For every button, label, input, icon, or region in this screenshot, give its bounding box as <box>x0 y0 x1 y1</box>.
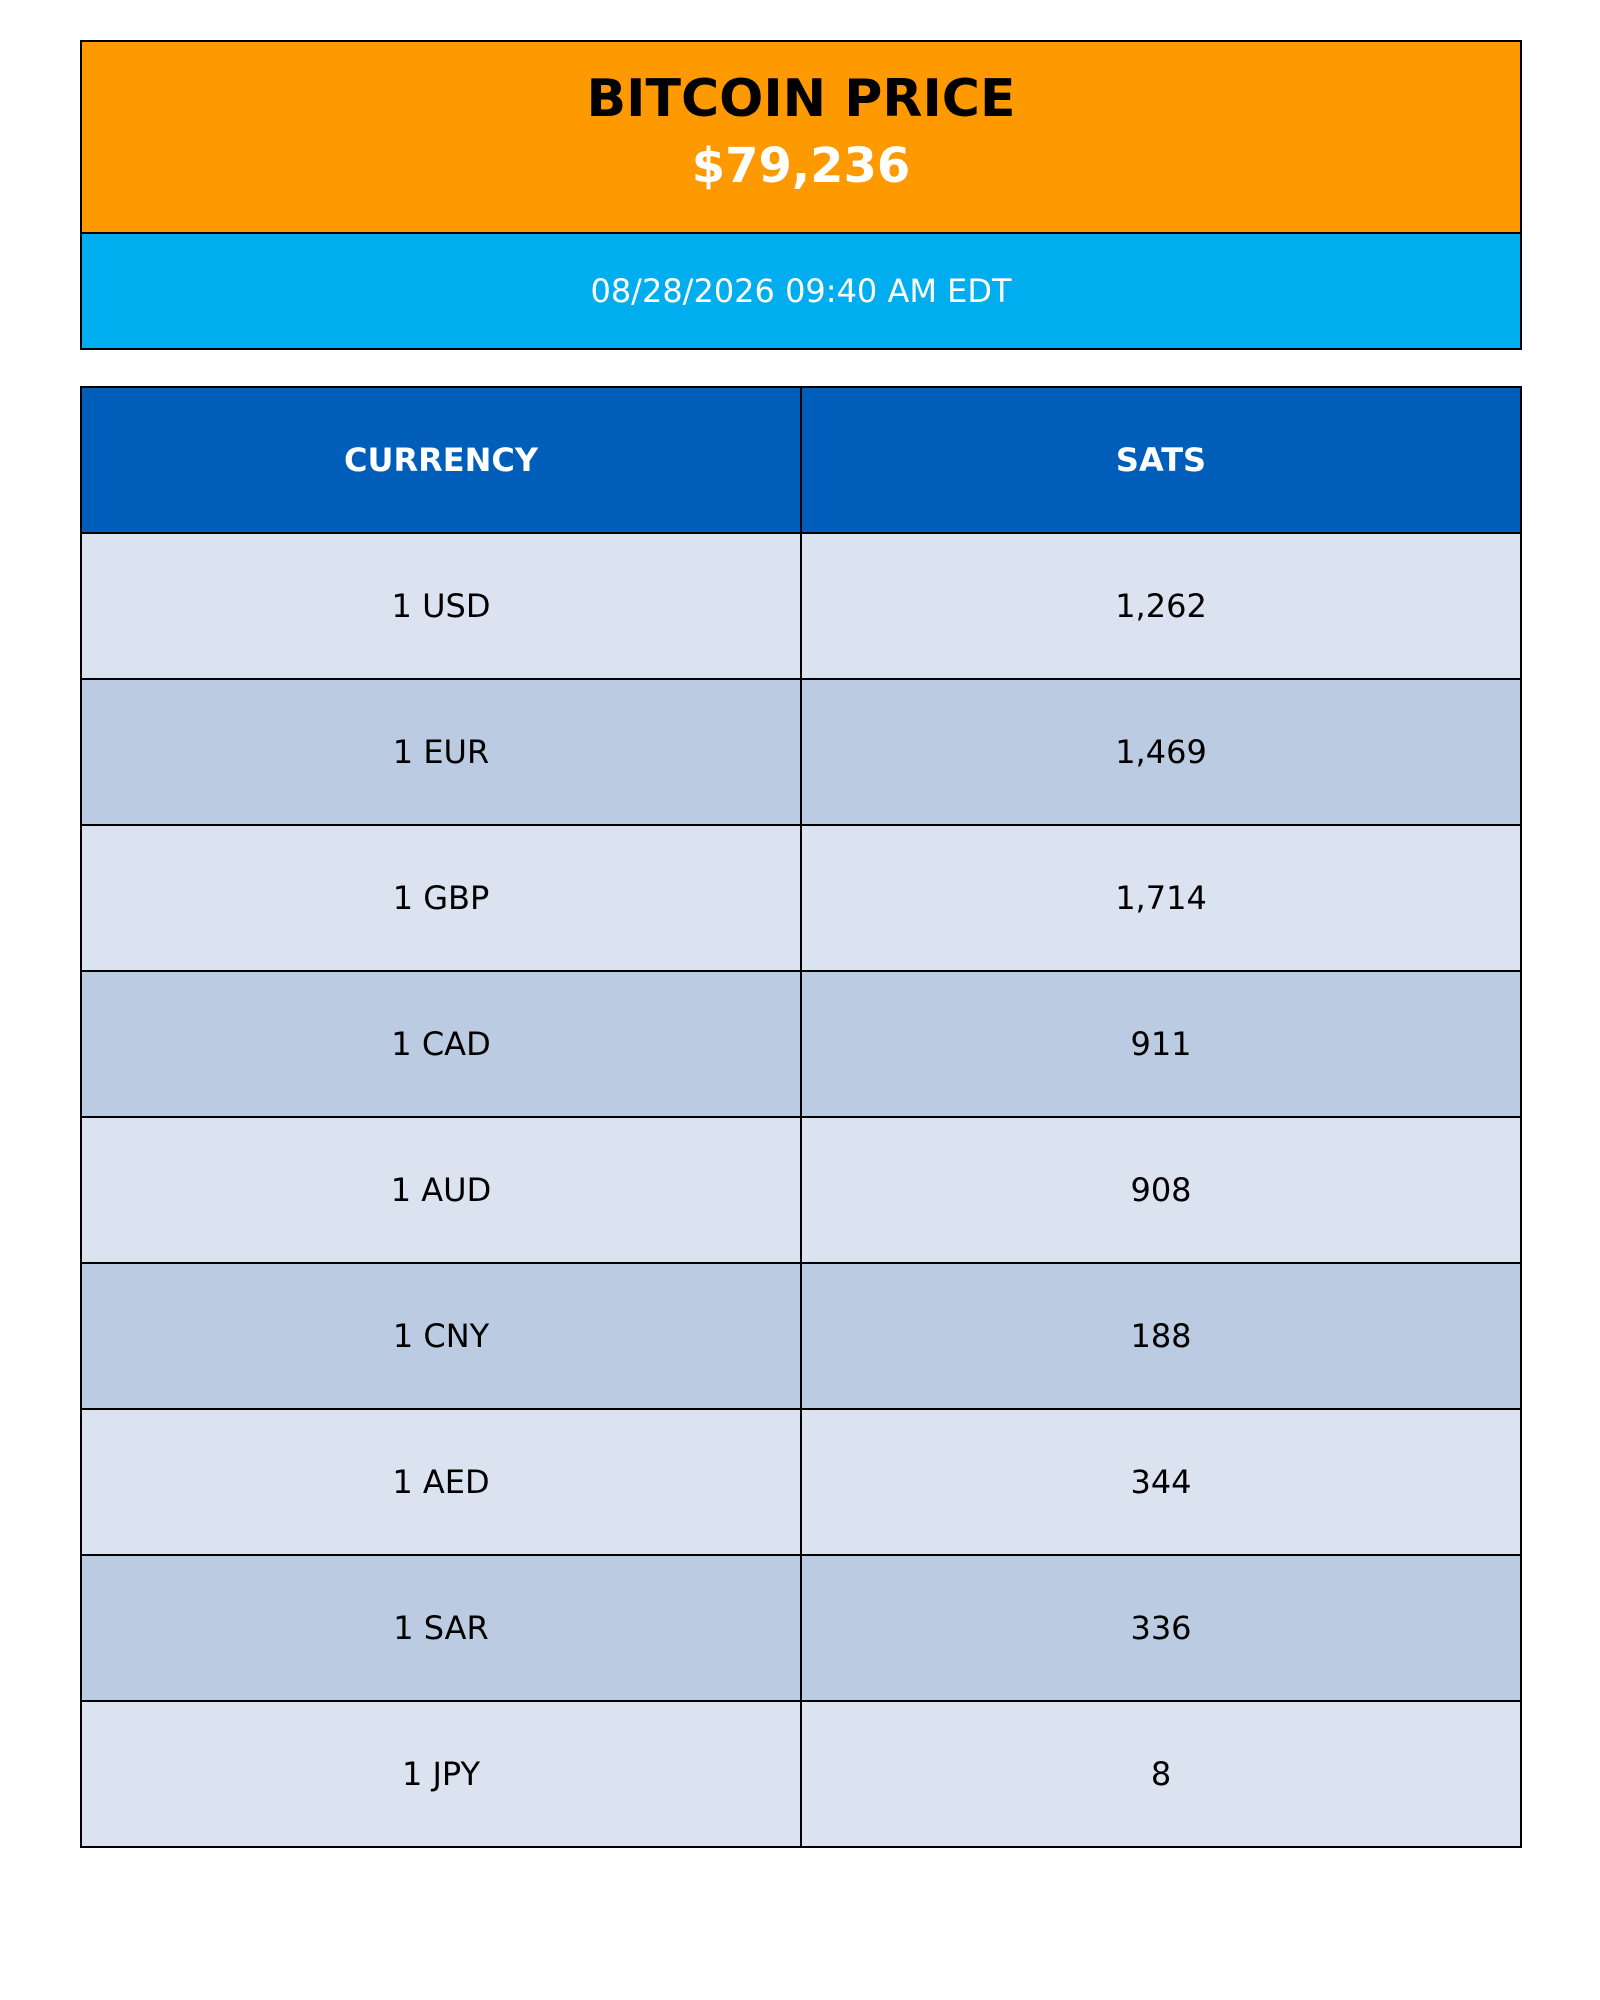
column-header-currency: CURRENCY <box>81 387 801 533</box>
sats-cell: 336 <box>801 1555 1521 1701</box>
table-row <box>81 533 1521 679</box>
currency-cell: 1 CNY <box>81 1263 801 1409</box>
currency-cell: 1 SAR <box>81 1555 801 1701</box>
sats-cell: 1,262 <box>801 533 1521 679</box>
table-header-row <box>81 387 1521 533</box>
page-title: BITCOIN PRICE <box>586 69 1016 129</box>
currency-cell: 1 AED <box>81 1409 801 1555</box>
sats-cell: 1,469 <box>801 679 1521 825</box>
sats-cell: 344 <box>801 1409 1521 1555</box>
sats-cell: 908 <box>801 1117 1521 1263</box>
currency-cell: 1 USD <box>81 533 801 679</box>
bitcoin-price: $79,236 <box>691 138 911 195</box>
table-row <box>81 825 1521 971</box>
table-row <box>81 1263 1521 1409</box>
title-band <box>82 42 1520 234</box>
currency-cell: 1 JPY <box>81 1701 801 1847</box>
table-row <box>81 1701 1521 1847</box>
sats-cell: 188 <box>801 1263 1521 1409</box>
column-header-sats: SATS <box>801 387 1521 533</box>
sats-cell: 1,714 <box>801 825 1521 971</box>
sats-cell: 8 <box>801 1701 1521 1847</box>
currency-cell: 1 EUR <box>81 679 801 825</box>
currency-cell: 1 CAD <box>81 971 801 1117</box>
table-row <box>81 679 1521 825</box>
table-row <box>81 1117 1521 1263</box>
sats-cell: 911 <box>801 971 1521 1117</box>
timestamp-band <box>82 234 1520 348</box>
timestamp: 08/28/2026 09:40 AM EDT <box>590 272 1012 310</box>
table-row <box>81 971 1521 1117</box>
price-header <box>80 40 1522 350</box>
table-row <box>81 1409 1521 1555</box>
table-row <box>81 1555 1521 1701</box>
currency-cell: 1 AUD <box>81 1117 801 1263</box>
sats-table <box>80 386 1522 1848</box>
currency-cell: 1 GBP <box>81 825 801 971</box>
